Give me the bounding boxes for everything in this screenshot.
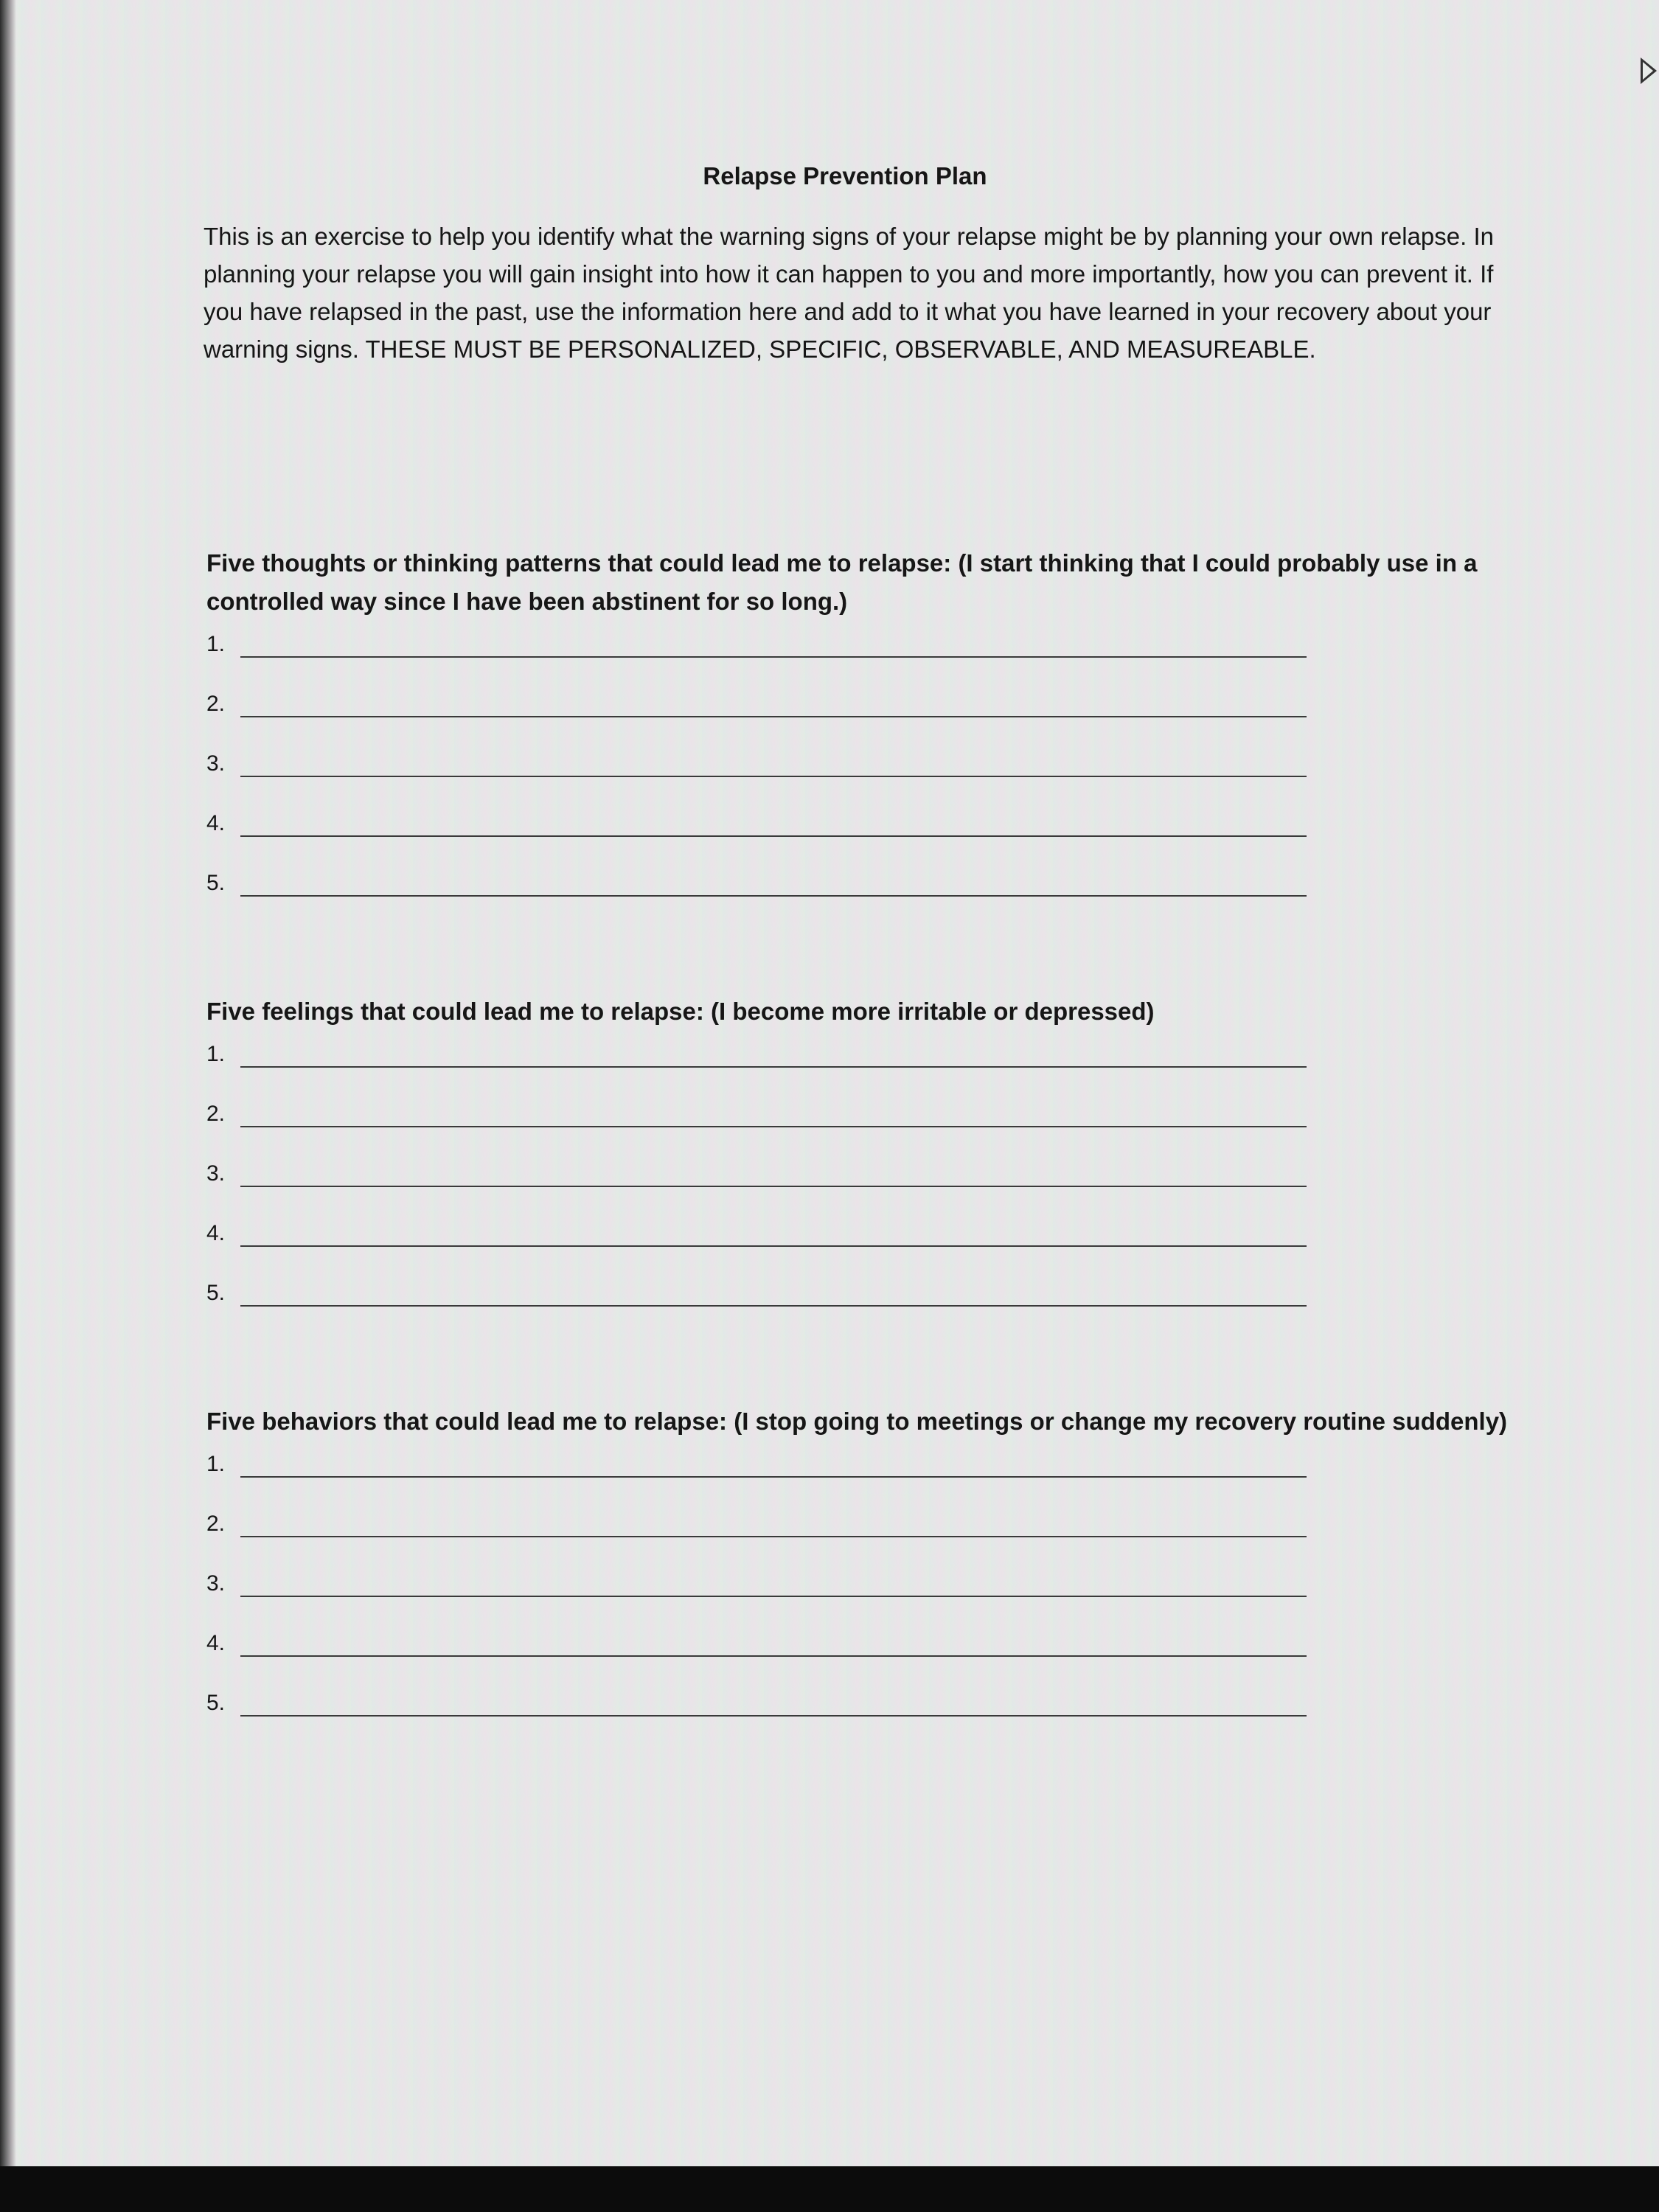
answer-blank[interactable] (240, 1245, 1307, 1247)
answer-blank[interactable] (240, 716, 1307, 717)
line-number: 5. (206, 871, 226, 895)
answer-blank[interactable] (240, 1655, 1307, 1657)
answer-line[interactable] (206, 870, 1526, 930)
section-heading: Five feelings that could lead me to relapse: (I become more irritable or depressed) (206, 998, 1155, 1025)
line-number: 5. (206, 1281, 226, 1305)
answer-line[interactable] (206, 1280, 1526, 1340)
answer-line[interactable] (206, 631, 1526, 691)
line-number: 1. (206, 1452, 226, 1476)
answer-line[interactable] (206, 1220, 1526, 1280)
answer-blank[interactable] (240, 1186, 1307, 1187)
answer-line[interactable] (206, 1630, 1526, 1690)
answer-blank[interactable] (240, 895, 1307, 897)
screen-bezel (0, 2166, 1659, 2212)
line-number: 4. (206, 1221, 226, 1245)
line-number: 3. (206, 751, 226, 776)
intro-paragraph: This is an exercise to help you identify what the warning signs of your relapse might be by planning your own relapse. In planning your relapse you will gain insight into how it can happen to you and more importantly, how you can prevent it. If you have relapsed in the past, use the information here and add to it what you have learned in your recovery about your warning signs. THESE MUST BE PERSONALIZED, SPECIFIC, OBSERVABLE, AND MEASUREABLE. (204, 223, 1494, 363)
answer-blank[interactable] (240, 776, 1307, 777)
line-number: 2. (206, 692, 226, 716)
line-number: 3. (206, 1571, 226, 1596)
answer-blank[interactable] (240, 1066, 1307, 1068)
line-number: 4. (206, 1631, 226, 1655)
answer-blank[interactable] (240, 1305, 1307, 1307)
answer-blank[interactable] (240, 656, 1307, 658)
section-heading: Five thoughts or thinking patterns that could lead me to relapse: (I start thinking that I could probably use in a controlled way since I have been abstinent for so long.) (206, 549, 1478, 615)
line-number: 2. (206, 1512, 226, 1536)
answer-blank[interactable] (240, 1126, 1307, 1127)
document-title: Relapse Prevention Plan (703, 162, 987, 189)
section-thoughts (206, 544, 1526, 930)
line-number: 3. (206, 1161, 226, 1186)
answer-blank[interactable] (240, 1596, 1307, 1597)
answer-line[interactable] (206, 751, 1526, 810)
answer-line[interactable] (206, 1451, 1526, 1511)
line-number: 4. (206, 811, 226, 835)
answer-line[interactable] (206, 691, 1526, 751)
answer-line[interactable] (206, 1571, 1526, 1630)
answer-line[interactable] (206, 1041, 1526, 1101)
answer-line[interactable] (206, 1511, 1526, 1571)
line-number: 1. (206, 1042, 226, 1066)
section-feelings (206, 992, 1526, 1340)
answer-line[interactable] (206, 1161, 1526, 1220)
answer-blank[interactable] (240, 1715, 1307, 1717)
answer-line[interactable] (206, 1690, 1526, 1750)
section-behaviors (206, 1402, 1526, 1750)
mouse-cursor-icon (1641, 58, 1657, 84)
line-number: 5. (206, 1691, 226, 1715)
answer-line[interactable] (206, 1101, 1526, 1161)
screen-edge (0, 0, 16, 2166)
answer-line[interactable] (206, 810, 1526, 870)
section-heading: Five behaviors that could lead me to relapse: (I stop going to meetings or change my recovery routine suddenly) (206, 1408, 1508, 1435)
answer-blank[interactable] (240, 1536, 1307, 1537)
answer-blank[interactable] (240, 835, 1307, 837)
line-number: 1. (206, 632, 226, 656)
line-number: 2. (206, 1102, 226, 1126)
answer-blank[interactable] (240, 1476, 1307, 1478)
